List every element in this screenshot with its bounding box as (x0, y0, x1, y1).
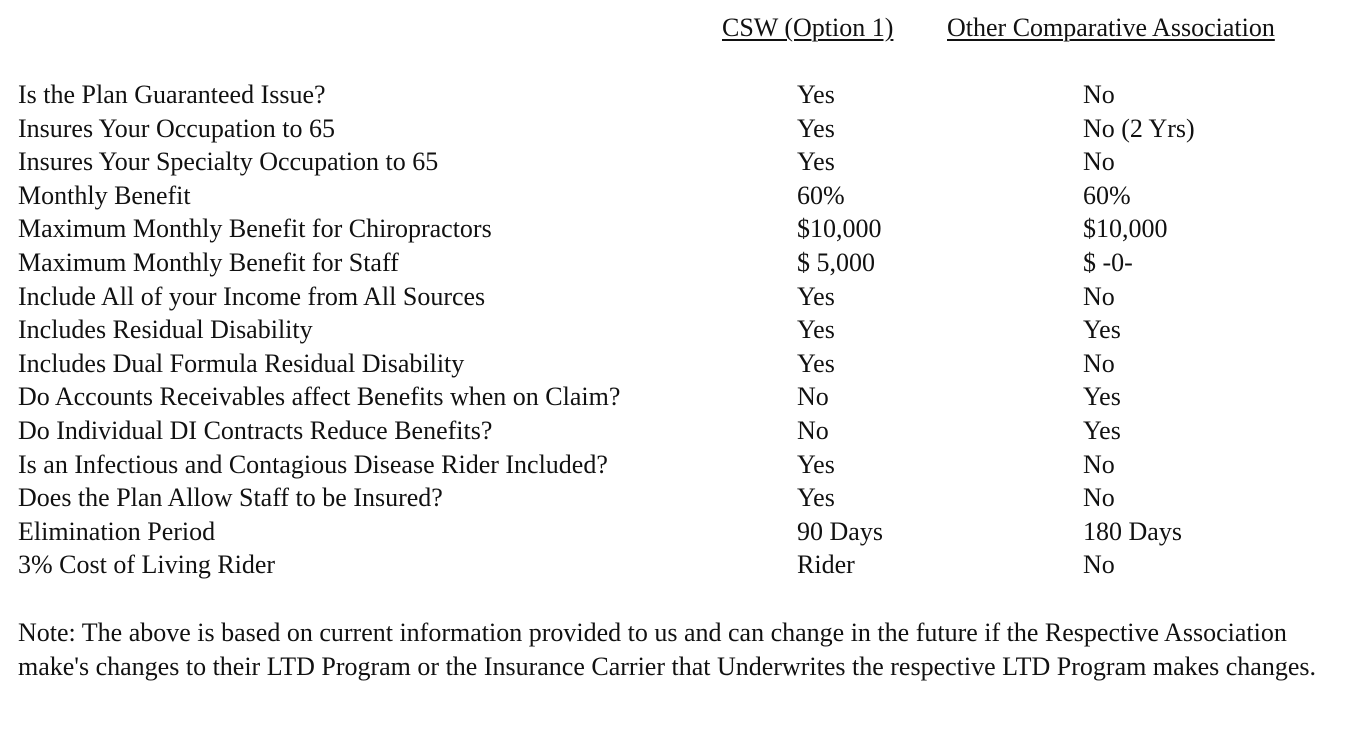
csw-value-cell: $ 5,000 (797, 247, 875, 277)
other-value-cell: No (1083, 348, 1115, 378)
table-row (0, 380, 1346, 414)
question-cell: Includes Residual Disability (18, 315, 313, 345)
csw-value-cell: Yes (797, 348, 835, 378)
table-row (0, 448, 1346, 482)
csw-value-cell: Yes (797, 147, 835, 177)
question-cell: Include All of your Income from All Sources (18, 281, 486, 311)
csw-value-cell: Yes (797, 281, 835, 311)
question-cell: Is an Infectious and Contagious Disease Rider Included? (18, 449, 608, 479)
table-row (0, 179, 1346, 213)
table-row (0, 78, 1346, 112)
question-cell: Is the Plan Guaranteed Issue? (18, 80, 326, 109)
table-row (0, 280, 1346, 314)
table-row (0, 246, 1346, 280)
table-row (0, 313, 1346, 347)
table-row (0, 347, 1346, 381)
table-row (0, 212, 1346, 246)
other-value-cell: No (1083, 483, 1115, 513)
question-cell: 3% Cost of Living Rider (18, 550, 276, 580)
other-value-cell: No (1083, 550, 1115, 580)
csw-value-cell: No (797, 415, 829, 445)
comparison-table (0, 78, 1346, 582)
table-row (0, 145, 1346, 179)
question-cell: Monthly Benefit (18, 180, 191, 210)
csw-value-cell: Yes (797, 113, 835, 143)
table-row (0, 548, 1346, 582)
table-row (0, 414, 1346, 448)
csw-value-cell: 90 Days (797, 516, 883, 546)
other-value-cell: No (1083, 80, 1115, 109)
csw-value-cell: Yes (797, 80, 835, 109)
csw-value-cell: Yes (797, 449, 835, 479)
other-value-cell: $ -0- (1083, 247, 1133, 277)
question-cell: Includes Dual Formula Residual Disability (18, 348, 465, 378)
disclaimer-note: Note: The above is based on current information provided to us and can change in the future if the Respective Association make's changes to their LTD Program or the Insurance Carrier that Underwrites the respective LTD Program makes changes. (18, 618, 1317, 681)
question-cell: Insures Your Specialty Occupation to 65 (18, 147, 439, 177)
csw-value-cell: No (797, 382, 829, 412)
other-value-cell: Yes (1083, 415, 1121, 445)
question-cell: Elimination Period (18, 516, 216, 546)
question-cell: Insures Your Occupation to 65 (18, 113, 336, 143)
question-cell: Maximum Monthly Benefit for Staff (18, 247, 399, 277)
csw-value-cell: Yes (797, 483, 835, 513)
csw-value-cell: Rider (797, 550, 855, 580)
other-value-cell: Yes (1083, 382, 1121, 412)
other-value-cell: Yes (1083, 315, 1121, 345)
column-header-csw: CSW (Option 1) (722, 13, 894, 42)
question-cell: Do Individual DI Contracts Reduce Benefits? (18, 415, 493, 445)
question-cell: Does the Plan Allow Staff to be Insured? (18, 483, 443, 513)
question-cell: Do Accounts Receivables affect Benefits when on Claim? (18, 382, 621, 412)
csw-value-cell: Yes (797, 315, 835, 345)
other-value-cell: $10,000 (1083, 214, 1168, 244)
other-value-cell: No (1083, 147, 1115, 177)
table-row (0, 481, 1346, 515)
column-header-other-association: Other Comparative Association (947, 13, 1275, 42)
table-row (0, 515, 1346, 549)
other-value-cell: No (1083, 449, 1115, 479)
other-value-cell: No (1083, 281, 1115, 311)
other-value-cell: No (2 Yrs) (1083, 113, 1195, 143)
table-row (0, 112, 1346, 146)
other-value-cell: 180 Days (1083, 516, 1182, 546)
question-cell: Maximum Monthly Benefit for Chiropractors (18, 214, 492, 244)
other-value-cell: 60% (1083, 180, 1131, 210)
csw-value-cell: $10,000 (797, 214, 882, 244)
csw-value-cell: 60% (797, 180, 845, 210)
